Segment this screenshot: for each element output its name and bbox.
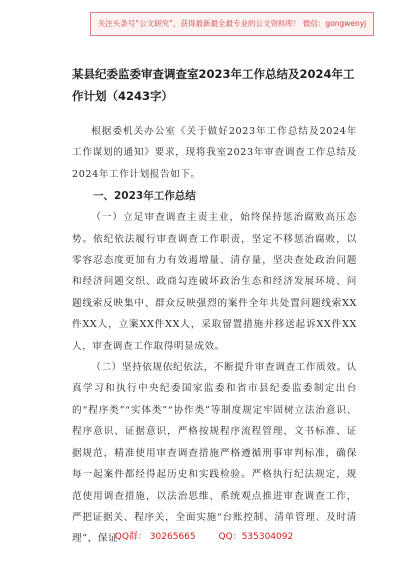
qq-group: QQ群： 30265665 [114, 532, 196, 542]
promo-banner: 关注头条号“公文研究”，获得最新最全最专业的公文资料库！ 微信：gongwenyj [90, 12, 374, 36]
paragraph-1: （一）立足审查调查主责主业，始终保持惩治腐败高压态势。依纪依法履行审查调查工作职责，坚定不移惩治腐败，以零容忍态度更加有力有效遏增量、清存量，坚决查处政治问题和经济问题交织、政商勾连破坏政治生态和经济发展环境、问题线索反映集中、群众反映强烈的案件全年共处置问题线索XX件XX人，立案XX件XX人，采取留置措施并移送起诉XX件XX人，审查调查工作取得明显成效。 [72, 212, 357, 352]
document-body [72, 121, 357, 550]
document-title: 某县纪委监委审查调查室2023年工作总结及2024年工作计划（4243字） [72, 67, 355, 103]
footer-contact [0, 527, 408, 547]
section-heading: 一、2023年工作总结 [93, 190, 196, 203]
qq-number: QQ：535304092 [218, 532, 294, 542]
paragraph-2: （二）坚持依规依纪依法，不断提升审查调查工作质效。认真学习和执行中央纪委国家监委和省市县纪委监委制定出台的“程序类”“实体类”“协作类”等制度规定牢固树立法治意识、程序意识、证据意识，严格按规程序流程管理、文书标准、证据规范，精准使用审查调查措施严格遵循刑事审判标准，确保每一起案件都经得起历史和实践检验。严格执行纪法规定，规范使用调查措施，以法治思维、系统观点推进审查调查工作，严把证据关、程序关，全面实施“台账控制、清单管理、及时清理”，保证 [72, 362, 357, 545]
intro-paragraph: 根据委机关办公室《关于做好2023年工作总结及2024年工作谋划的通知》要求，现将我室2023年审查调查工作总结及2024年工作计划报告如下。 [72, 126, 357, 180]
